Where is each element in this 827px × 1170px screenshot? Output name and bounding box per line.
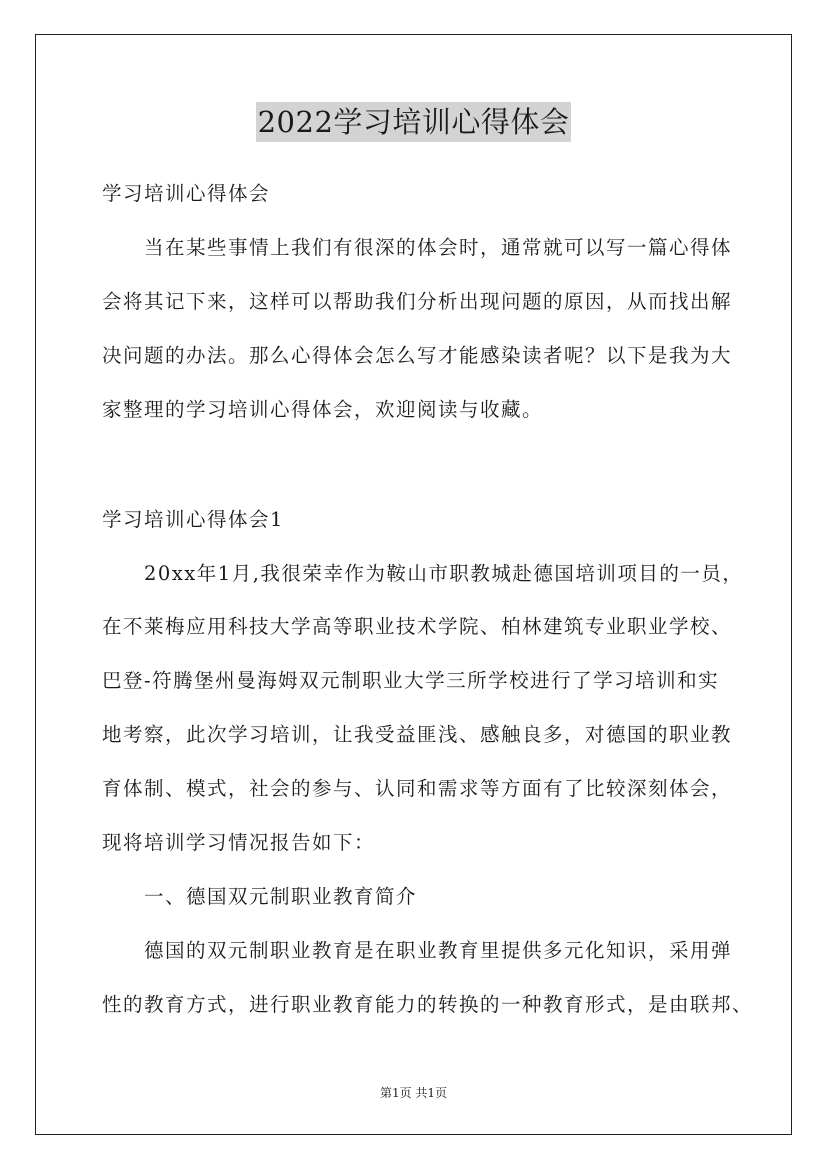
intro-line: 当在某些事情上我们有很深的体会时，通常就可以写一篇心得体 — [144, 236, 733, 259]
body-line: 育体制、模式，社会的参与、认同和需求等方面有了比较深刻体会， — [102, 777, 733, 800]
body-line: 德国的双元制职业教育是在职业教育里提供多元化知识，采用弹 — [144, 939, 733, 962]
body-line: 20xx年1月,我很荣幸作为鞍山市职教城赴德国培训项目的一员， — [144, 562, 744, 585]
subheading: 一、德国双元制职业教育简介 — [144, 885, 418, 908]
body-line: 地考察，此次学习培训，让我受益匪浅、感触良多，对德国的职业教 — [102, 723, 733, 746]
section-heading: 学习培训心得体会1 — [102, 508, 284, 531]
body-line: 巴登-符腾堡州曼海姆双元制职业大学三所学校进行了学习培训和实 — [102, 669, 720, 692]
body-line: 性的教育方式，进行职业教育能力的转换的一种教育形式，是由联邦、 — [102, 993, 754, 1016]
page-footer: 第1页 共1页 — [379, 1086, 448, 1100]
intro-line: 家整理的学习培训心得体会，欢迎阅读与收藏。 — [102, 398, 544, 421]
document-title: 2022学习培训心得体会 — [256, 102, 572, 142]
body-line: 在不莱梅应用科技大学高等职业技术学院、柏林建筑专业职业学校、 — [102, 615, 733, 638]
intro-line: 决问题的办法。那么心得体会怎么写才能感染读者呢？以下是我为大 — [102, 344, 733, 367]
document-subtitle: 学习培训心得体会 — [102, 182, 271, 205]
intro-line: 会将其记下来，这样可以帮助我们分析出现问题的原因，从而找出解 — [102, 290, 733, 313]
body-line: 现将培训学习情况报告如下： — [102, 831, 376, 854]
